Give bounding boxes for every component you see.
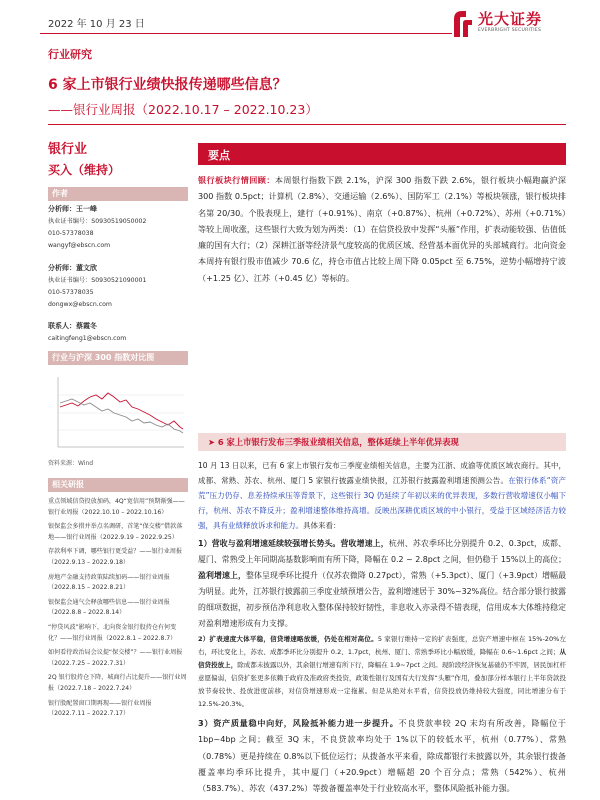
analyst-block [48, 203, 188, 252]
related-report-link[interactable]: 存款利率下调，哪些银行更受益？——银行业周报（2022.9.13 – 2022.9.18） [48, 548, 183, 566]
paragraph-lead: 从信贷投放上， [198, 648, 566, 670]
section-subheading [198, 433, 566, 451]
paragraph-text: 本周银行指数下跌 2.1%，沪深 300 指数下跌 2.6%，银行板块小幅跑赢沪深 300 指数 0.5pct；计算机（2.8%）、交通运输（2.6%）、国防军工（2.1%）等板块领涨，银行板块排名第 20/30。个股表现上，建行（+0.91%）、南京（+0.87%）、杭州（+0.72%）、苏州（+0.71%）等较上周收涨，这些银行大致为划为两类：（1）在信贷投放中发挥“头雁”作用，扩表动能较强、估值低廉的国有大行；（2）深耕江浙等经济景气度较高的优质区域、经营基本面优异的头部城商行。北向资金本周持有银行股市值减少 70.6 亿，持仓市值占比较上周下降 0.05pct 至 6.75%，逆势小幅增持宁波（+1.25 亿）、江苏（+0.45 亿）等标的。 [198, 175, 566, 283]
logo-text: 光大证券 [478, 10, 543, 28]
analyst-email[interactable]: dongwx@ebscn.com [48, 301, 112, 308]
company-logo [452, 6, 562, 42]
report-subtitle: ——银行业周报（2022.10.17 – 2022.10.23） [48, 102, 318, 117]
paragraph-text: 5 家银行维持一定的扩表强度，总资产增速中枢在 15%-20%左右，环比变化上，苏农、成都季环比分别提升 0.2、1.7pct，杭州、厦门、常熟季环比小幅放缓，降幅在 0.6~1.6pct 之间； [198, 635, 566, 657]
paragraph-lead: 1）营收与盈利增速延续较强增长势头。营收增速上， [198, 539, 389, 548]
analyst-phone: 010-57378035 [48, 289, 94, 296]
paragraph-lead: 2）扩表速度大体平稳，信贷增速略放缓，仍处在相对高位。 [198, 635, 378, 643]
related-report-link[interactable]: 银保监会多措并举点名调研，首笔“保交楼”借款落地——银行业周报（2022.9.19 – 2022.9.25） [48, 523, 183, 541]
balance-sheet-paragraph [198, 633, 566, 712]
chart-source: 资料来源：Wind [48, 460, 94, 467]
related-report-link[interactable]: 重点领域信贷投放加码，4Q“宽信用”预期渐强——银行业周报（2022.10.10 – 2022.10.16） [48, 498, 185, 516]
paragraph-lead: 银行板块行情回顾： [198, 175, 275, 185]
related-report-link[interactable]: 如何看待政治局会议提“保交楼”？——银行业周报（2022.7.25 – 2022.7.31） [48, 649, 183, 667]
authors-heading: 作者 [48, 187, 188, 201]
contact-email[interactable]: caitingfeng1@ebscn.com [48, 335, 127, 342]
report-title: 6 家上市银行业绩快报传递哪些信息？ [48, 77, 287, 93]
report-date: 2022 年 10 月 23 日 [48, 19, 145, 30]
paragraph-text: 10 月 13 日以来，已有 6 家上市银行发布三季度业绩相关信息，主要为江浙、成渝等优质区域农商行。其中，成都、常熟、苏农、杭州、厦门 5 家银行披露业绩快报，江苏银行披露盈利增速预测公告。 [198, 461, 566, 486]
paragraph-text: 不良贷款率较 2Q 末均有所改善，降幅位于 1bp~4bp 之间；截至 3Q 末，不良贷款率均处于 1%以下的较低水平，杭州（0.77%）、常熟（0.78%）更是持续在 0.8%以下低位运行；从拨备水平来看，除成都银行未披露以外，其余银行拨备覆盖率均季环比提升，其中厦门（+20.9pct）增幅超 20 个百分点；常熟（542%）、杭州（583.7%）、苏农（437.2%）等拨备覆盖率处于行业较高水平，整体风险抵补能力强。 [198, 718, 566, 794]
subheading-text: 6 家上市银行发布三季报业绩相关信息，整体延续上半年优异表现 [217, 437, 459, 447]
summary-paragraph [198, 458, 566, 533]
related-heading: 相关研报 [48, 478, 188, 492]
header-rule [40, 33, 452, 34]
analyst-cert: 执业证书编号：S0930521090001 [48, 277, 147, 284]
related-report-link[interactable]: 2Q 银行股持仓下降，城商行占比提升——银行业周报（2022.7.18 – 2022.7.24） [48, 674, 187, 692]
analyst-name: 分析师：董文欣 [48, 264, 97, 272]
contact-block [48, 320, 188, 345]
paragraph-text: 杭州、苏农季环比分别提升 0.2、0.3pct，成都、厦门、常熟受上年同期高基数影响而有所下降，降幅在 0.2 ~ 2.8pct 之间，但仍稳于 15%以上的高位； [198, 539, 566, 564]
asset-quality-paragraph [198, 715, 566, 796]
analyst-name: 分析师：王一峰 [48, 205, 97, 213]
paragraph-lead: 盈利增速上， [198, 570, 246, 580]
analyst-email[interactable]: wangyf@ebscn.com [48, 242, 111, 249]
title-rule [48, 124, 566, 125]
index-comparison-chart [48, 367, 188, 457]
analyst-phone: 010-57378038 [48, 230, 94, 237]
paragraph-highlight: 在银行体系“资产荒”压力仍存、息差持续承压等背景下，这些银行 3Q 仍延续了年初以来的优异表现，多数行营收增速仅小幅下行，杭州、苏农不降反升；盈利增速整体维持高增。反映出深耕优质区域的中小银行，受益于区域经济活力较强，具有业绩释放诉求和能力。 [198, 476, 566, 531]
logo-subtext: EVERBRIGHT SECURITIES [478, 28, 542, 33]
related-report-link[interactable]: 银行股配置窗口期再现——银行业周报（2022.7.11 – 2022.7.17） [48, 699, 152, 718]
paragraph-text: 具体来看： [303, 521, 341, 531]
paragraph-text: 整体呈现季环比提升（仅苏农微降 0.27pct），常熟（+5.3pct）、厦门（+3.9pct）增幅最为明显。此外，江苏银行披露前三季度业绩预增公告，盈利增速居于 30%~32%高位。结合部分银行披露的细项数据，初步预估净利息收入整体保持较好韧性，非息收入亦录得不错表现，信用成本大体维持稳定对盈利增速形成有力支撑。 [198, 570, 566, 628]
paragraph-lead: 3）资产质量稳中向好，风险抵补能力进一步提升。 [198, 718, 399, 728]
related-report-link[interactable]: 房地产金融支持政策陆续加码——银行业周报（2022.8.15 – 2022.8.21） [48, 573, 170, 592]
related-report-link[interactable]: “停贷风波”影响下，北向资金银行股持仓有何变化？——银行业周报（2022.8.1 – 2022.8.7） [48, 623, 177, 642]
chevron-right-icon: ➤ [208, 437, 218, 447]
hs300-index-line [60, 399, 183, 433]
analyst-block [48, 262, 188, 311]
key-points-heading: 要点 [198, 143, 566, 165]
market-review-paragraph [198, 172, 566, 286]
chart-heading: 行业与沪深 300 指数对比图 [48, 351, 188, 365]
revenue-profit-paragraph [198, 536, 566, 631]
contact-name: 联系人：蔡霞冬 [48, 322, 97, 330]
analyst-cert: 执业证书编号：S0930519050002 [48, 218, 147, 225]
related-report-link[interactable]: 银保监会通气会释放哪些信息——银行业周报（2022.8.8 – 2022.8.14） [48, 598, 170, 617]
related-reports-list [48, 497, 188, 724]
bank-index-line [60, 393, 183, 429]
industry-name: 银行业 [48, 142, 88, 157]
logo-mark-icon [452, 9, 474, 39]
rating: 买入（维持） [48, 163, 121, 177]
paragraph-text: 除成都未披露以外，其余银行增速有所下行，降幅在 1.9~7pct 之间。现阶段经济恢复基础仍不牢固，居民加杠杆意愿偏弱，信贷扩张更多依赖于政府及准政府类投资，政策性银行及国有大行发挥“头雁”作用，叠加部分样本银行上半年贷款投放节奏较快、投放进度前移，对信贷增速形成一定拖累。但是从绝对水平看，信贷投放仍维持较大强度，同比增速分布于 12.5%-20.3%。 [198, 661, 567, 709]
report-category: 行业研究 [48, 48, 92, 61]
